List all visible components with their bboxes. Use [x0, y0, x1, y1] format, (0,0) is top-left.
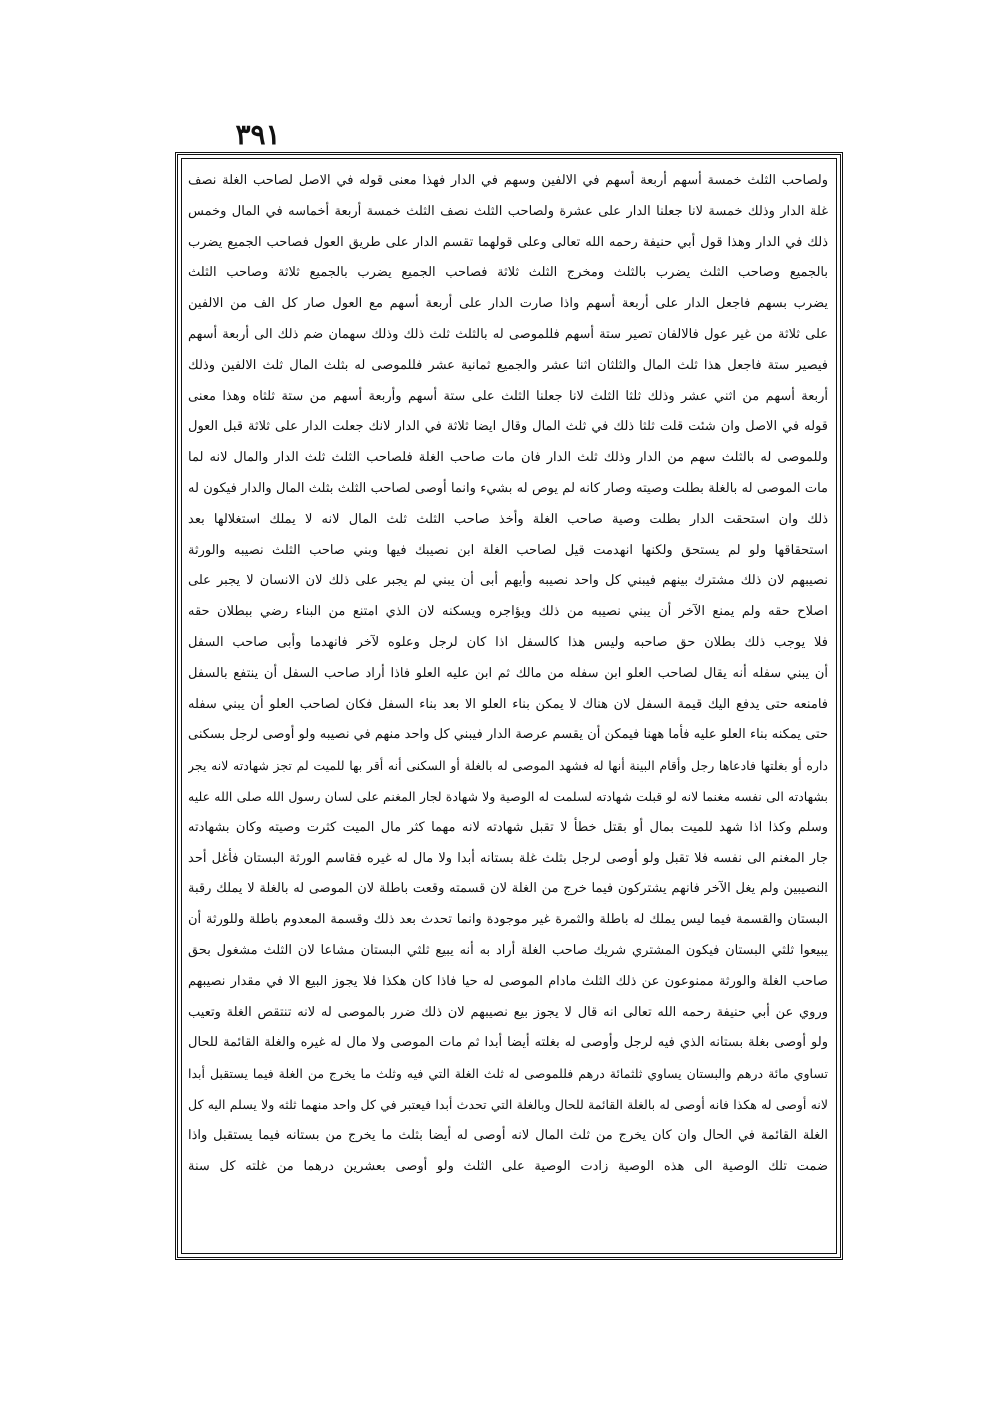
text-line: أن يبني سفله أنه يقال لصاحب العلو ابن سفله من مالك ثم ابن عليه العلو فاذا أراد صاحب السفل أن ينتفع بالسفل: [188, 665, 828, 681]
text-line: بالجميع وصاحب الثلث يضرب بالثلث ومخرج الثلث ثلاثة فصاحب الجميع يضرب بالجميع ثلاثة وصاحب الثلث: [188, 265, 828, 281]
text-line: داره أو بغلتها فادعاها رجل وأقام البينة أنها له فشهد الموصى له بالغلة أو السكنى أنه أقر بها للميت لم تجز شهادته لانه يجر: [188, 758, 828, 774]
text-line: بشهادته الى نفسه مغنما لانه لو قبلت شهادته لسلمت له الوصية ولا شهادة لجار المغنم على لسان رسول الله صلى الله عليه: [188, 788, 828, 804]
text-line: فيصير ستة فاجعل هذا ثلث المال والثلثان اثنا عشر والجميع ثمانية عشر فللموصى له بثلث المال ثلث الالفين وذلك: [188, 357, 828, 373]
text-line: ولصاحب الثلث خمسة أسهم أربعة أسهم في الالفين وسهم في الدار فهذا معنى قوله في الاصل لصاحب الغلة نصف: [188, 173, 828, 188]
text-line: نصيبهم لان ذلك مشترك بينهم فيبني كل واحد نصيبه وأيهم أبى أن يبني لم يجبر على ذلك لان الانسان لا يجبر على: [188, 573, 828, 589]
text-line: فامنعه حتى يدفع اليك قيمة السفل لان هناك لا يمكن بناء العلو الا بعد بناء السفل فكان لصاحب العلو أن يبني سفله: [188, 696, 828, 712]
text-line: [188, 1182, 828, 1213]
text-line: وللموصى له بالثلث سهم من الدار وذلك ثلث الدار فان مات صاحب الغلة فلصاحب الثلث ثلث الدار والمال لانه لما: [188, 450, 828, 466]
text-line: ضمت تلك الوصية الى هذه الوصية زادت الوصية على الثلث ولو أوصى بعشرين درهما من غلته كل سنة: [188, 1158, 828, 1174]
text-line: وروي عن أبي حنيفة رحمه الله تعالى انه قال لا يجوز بيع نصيبهم لان ذلك ضرر بالموصى له لانه تنتقص الغلة وتعيب: [188, 1004, 828, 1020]
body-text: [188, 166, 828, 1244]
text-line: حتى يمكنه بناء العلو عليه فأما ههنا فيمكن أن يقسم عرصة الدار فيبني كل واحد منهم في نصيبه ولو أوصى لرجل بسكنى: [188, 727, 828, 743]
text-line: فلا يوجب ذلك بطلان حق صاحبه وليس هذا كالسفل اذا كان لرجل وعلوه لآخر فانهدما وأبى صاحب السفل: [188, 634, 828, 650]
text-line: ولو أوصى بغلة بستانه الذي فيه لرجل وأوصى له بغلته أيضا أبدا ثم مات الموصى ولا مال له غيره والغلة القائمة للحال: [188, 1035, 828, 1051]
text-line: [188, 1213, 828, 1244]
text-line: الغلة القائمة في الحال وان كان يخرج من ثلث المال لانه أوصى له أيضا بثلث ما يخرج من بستانه فيما يستقبل واذا: [188, 1127, 828, 1143]
text-line: صاحب الغلة والورثة ممنوعون عن ذلك الثلث مادام الموصى له حيا فاذا كان هكذا فلا يجوز البيع الا في مقدار نصيبهم: [188, 973, 828, 989]
text-line: يضرب بسهم فاجعل الدار على أربعة أسهم واذا صارت الدار على أربعة أسهم مع العول صار كل الف من الالفين: [188, 296, 828, 312]
text-line: ذلك في الدار وهذا قول أبي حنيفة رحمه الله تعالى وعلى قولهما تقسم الدار على طريق العول فصاحب الجميع يضرب: [188, 234, 828, 250]
text-line: النصيبين ولم يغل الآخر فانهم يشتركون فيما خرج من الغلة لان قسمته وقعت باطلة لان الموصى له بالغلة لا يملك رقبة: [188, 881, 828, 897]
text-line: تساوي مائة درهم والبستان يساوي ثلثمائة درهم فللموصى له ثلث الغلة التي فيه وثلث ما يخرج من الغلة فيما يستقبل أبدا: [188, 1066, 828, 1082]
text-line: يبيعوا ثلثي البستان فيكون المشتري شريك صاحب الغلة أراد به أنه يبيع ثلثي البستان مشاعا لان الثلث مشغول بحق: [188, 942, 828, 958]
text-line: على ثلاثة من غير عول فالالفان تصير ستة أسهم فللموصى له بالثلث ثلث ذلك وذلك سهمان ضم ذلك الى أربعة أسهم: [188, 326, 828, 342]
text-line: اصلاح حقه ولم يمنع الآخر أن يبني نصيبه من ذلك ويؤاجره ويسكنه لان الذي امتنع من البناء رضي ببطلان حقه: [188, 604, 828, 620]
text-line: البستان والقسمة فيما ليس يملك له باطلة والثمرة غير موجودة وانما تحدث بعد ذلك وقسمة المعدوم باطلة وللورثة أن: [188, 912, 828, 928]
text-line: استحقاقها ولو لم يستحق ولكنها انهدمت قيل لصاحب الغلة ابن نصيبك فيها وبني صاحب الثلث نصيبه والورثة: [188, 542, 828, 558]
text-line: ذلك وان استحقت الدار بطلت وصية صاحب الغلة وأخذ صاحب الثلث ثلث المال لانه لا يملك استغلالها بعد: [188, 511, 828, 527]
text-line: غلة الدار وذلك خمسة لانا جعلنا الدار على عشرة ولصاحب الثلث نصف الثلث خمسة أربعة أخماسه في المال وخمس: [188, 203, 828, 219]
text-line: جار المغنم الى نفسه فلا تقبل ولو أوصى لرجل بثلث غلة بستانه أبدا ولا مال له غيره فقاسم الورثة البستان فأغل أحد: [188, 850, 828, 866]
page-number: ٣٩١: [235, 118, 281, 151]
text-line: قوله في الاصل وان شئت قلت ثلثا ذلك في ثلث المال وقال ايضا ثلاثة في الدار لانك جعلت الدار على ثلاثة قبل العول: [188, 419, 828, 435]
text-line: أربعة أسهم من اثني عشر وذلك ثلثا الثلث لانا جعلنا الثلث على ستة أسهم وأربعة أسهم من ستة ثلثاه وهذا معنى: [188, 388, 828, 404]
text-line: لانه أوصى له هكذا فانه أوصى له بالغلة القائمة للحال وبالغلة التي تحدث أبدا فيعتبر في كل واحد منهما ثلثه ولا يسلم اليه كل: [188, 1096, 828, 1112]
text-line: وسلم وكذا اذا شهد للميت بمال أو بقتل خطأ لا تقبل شهادته لانه مهما كثر مال الميت كثرت وصيته وكان بشهادته: [188, 819, 828, 835]
text-line: مات الموصى له بالغلة بطلت وصيته وصار كانه لم يوص له بشيء وانما أوصى لصاحب الثلث بثلث المال والدار فيكون له: [188, 480, 828, 496]
